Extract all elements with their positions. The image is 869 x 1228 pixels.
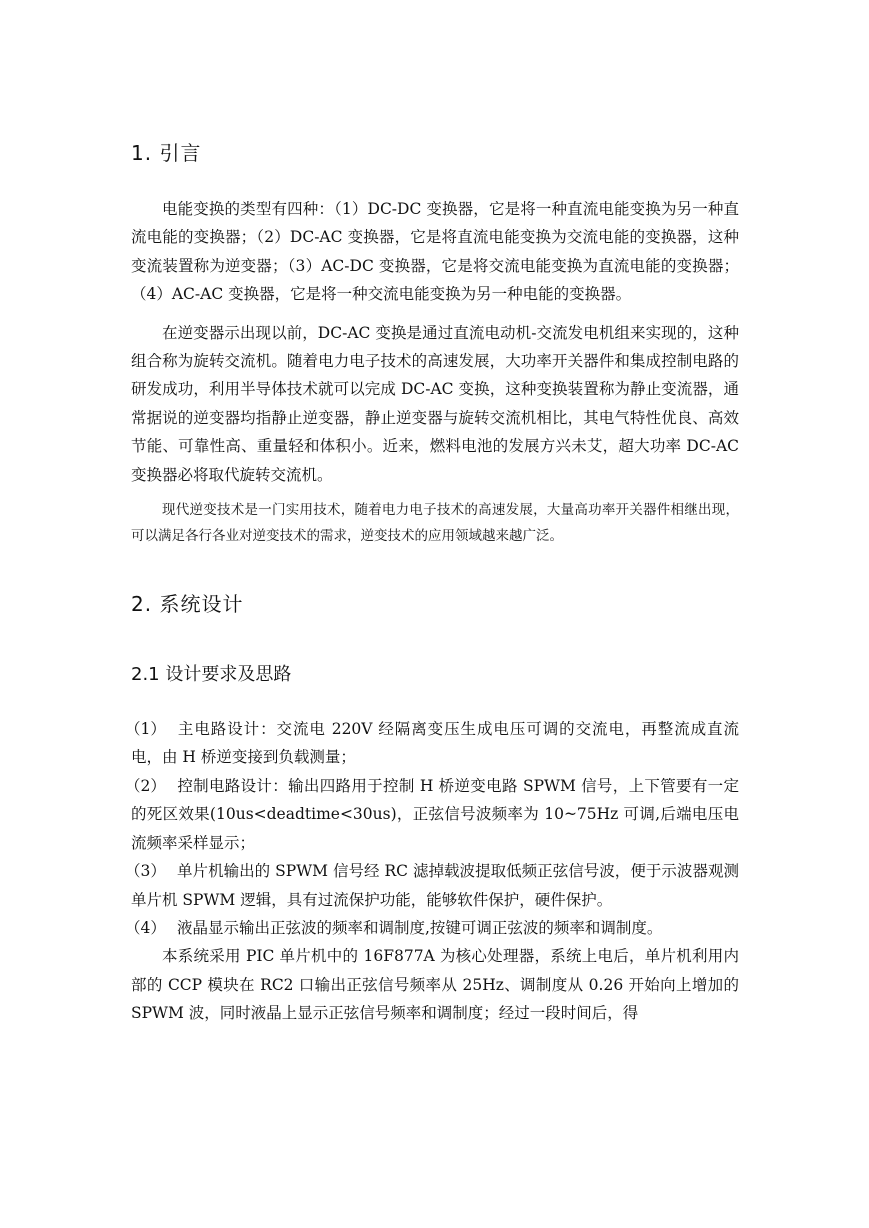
section-1-paragraph-1: 电能变换的类型有四种：（1）DC-DC 变换器，它是将一种直流电能变换为另一种直流电能的变换器；（2）DC-AC 变换器，它是将直流电能变换为交流电能的变换器，这种变流装置称为逆变器；（3）AC-DC 变换器，它是将交流电能变换为直流电能的变换器；（4）AC-AC 变换器，它是将一种交流电能变换为另一种电能的变换器。 bbox=[131, 200, 739, 304]
requirement-item-1 bbox=[125, 715, 739, 772]
requirement-item-4 bbox=[125, 914, 739, 942]
section-1-heading: 1. 引言 bbox=[131, 141, 202, 165]
system-description-paragraph: 本系统采用 PIC 单片机中的 16F877A 为核心处理器，系统上电后，单片机利用内部的 CCP 模块在 RC2 口输出正弦信号频率从 25Hz、调制度从 0.26 开始向上增加的 SPWM 波，同时液晶上显示正弦信号频率和调制度；经过一段时间后，得 bbox=[131, 947, 739, 1023]
item-text: 主电路设计：交流电 220V 经隔离变压生成电压可调的交流电，再整流成直流电，由 H 桥逆变接到负载测量； bbox=[131, 720, 739, 767]
section-2-1-heading: 2.1 设计要求及思路 bbox=[131, 664, 292, 686]
item-text: 单片机输出的 SPWM 信号经 RC 滤掉载波提取低频正弦信号波，便于示波器观测单片机 SPWM 逻辑，具有过流保护功能，能够软件保护，硬件保护。 bbox=[131, 862, 739, 909]
item-number: （3） bbox=[125, 862, 166, 881]
section-1-paragraph-2: 在逆变器示出现以前，DC-AC 变换是通过直流电动机-交流发电机组来实现的，这种组合称为旋转交流机。随着电力电子技术的高速发展，大功率开关器件和集成控制电路的研发成功，利用半导体技术就可以完成 DC-AC 变换，这种变换装置称为静止变流器，通常据说的逆变器均指静止逆变器，静止逆变器与旋转交流机相比，其电气特性优良、高效节能、可靠性高、重量轻和体积小。近来，燃料电池的发展方兴未艾，超大功率 DC-AC 变换器必将取代旋转交流机。 bbox=[131, 323, 739, 484]
item-number: （4） bbox=[125, 918, 166, 937]
item-text: 液晶显示输出正弦波的频率和调制度,按键可调正弦波的频率和调制度。 bbox=[177, 918, 663, 937]
requirement-item-3 bbox=[125, 857, 739, 914]
item-text: 控制电路设计：输出四路用于控制 H 桥逆变电路 SPWM 信号，上下管要有一定的死区效果(10us<deadtime<30us)，正弦信号波频率为 10~75Hz 可调,后端电压电流频率采样显示； bbox=[131, 776, 739, 852]
section-2-heading: 2. 系统设计 bbox=[131, 592, 244, 617]
requirement-item-2 bbox=[125, 772, 739, 857]
item-number: （2） bbox=[125, 776, 166, 795]
section-1-paragraph-3: 现代逆变技术是一门实用技术，随着电力电子技术的高速发展，大量高功率开关器件相继出现，可以满足各行各业对逆变技术的需求，逆变技术的应用领域越来越广泛。 bbox=[131, 502, 739, 545]
item-number: （1） bbox=[125, 720, 166, 739]
page-content bbox=[125, 138, 739, 1028]
